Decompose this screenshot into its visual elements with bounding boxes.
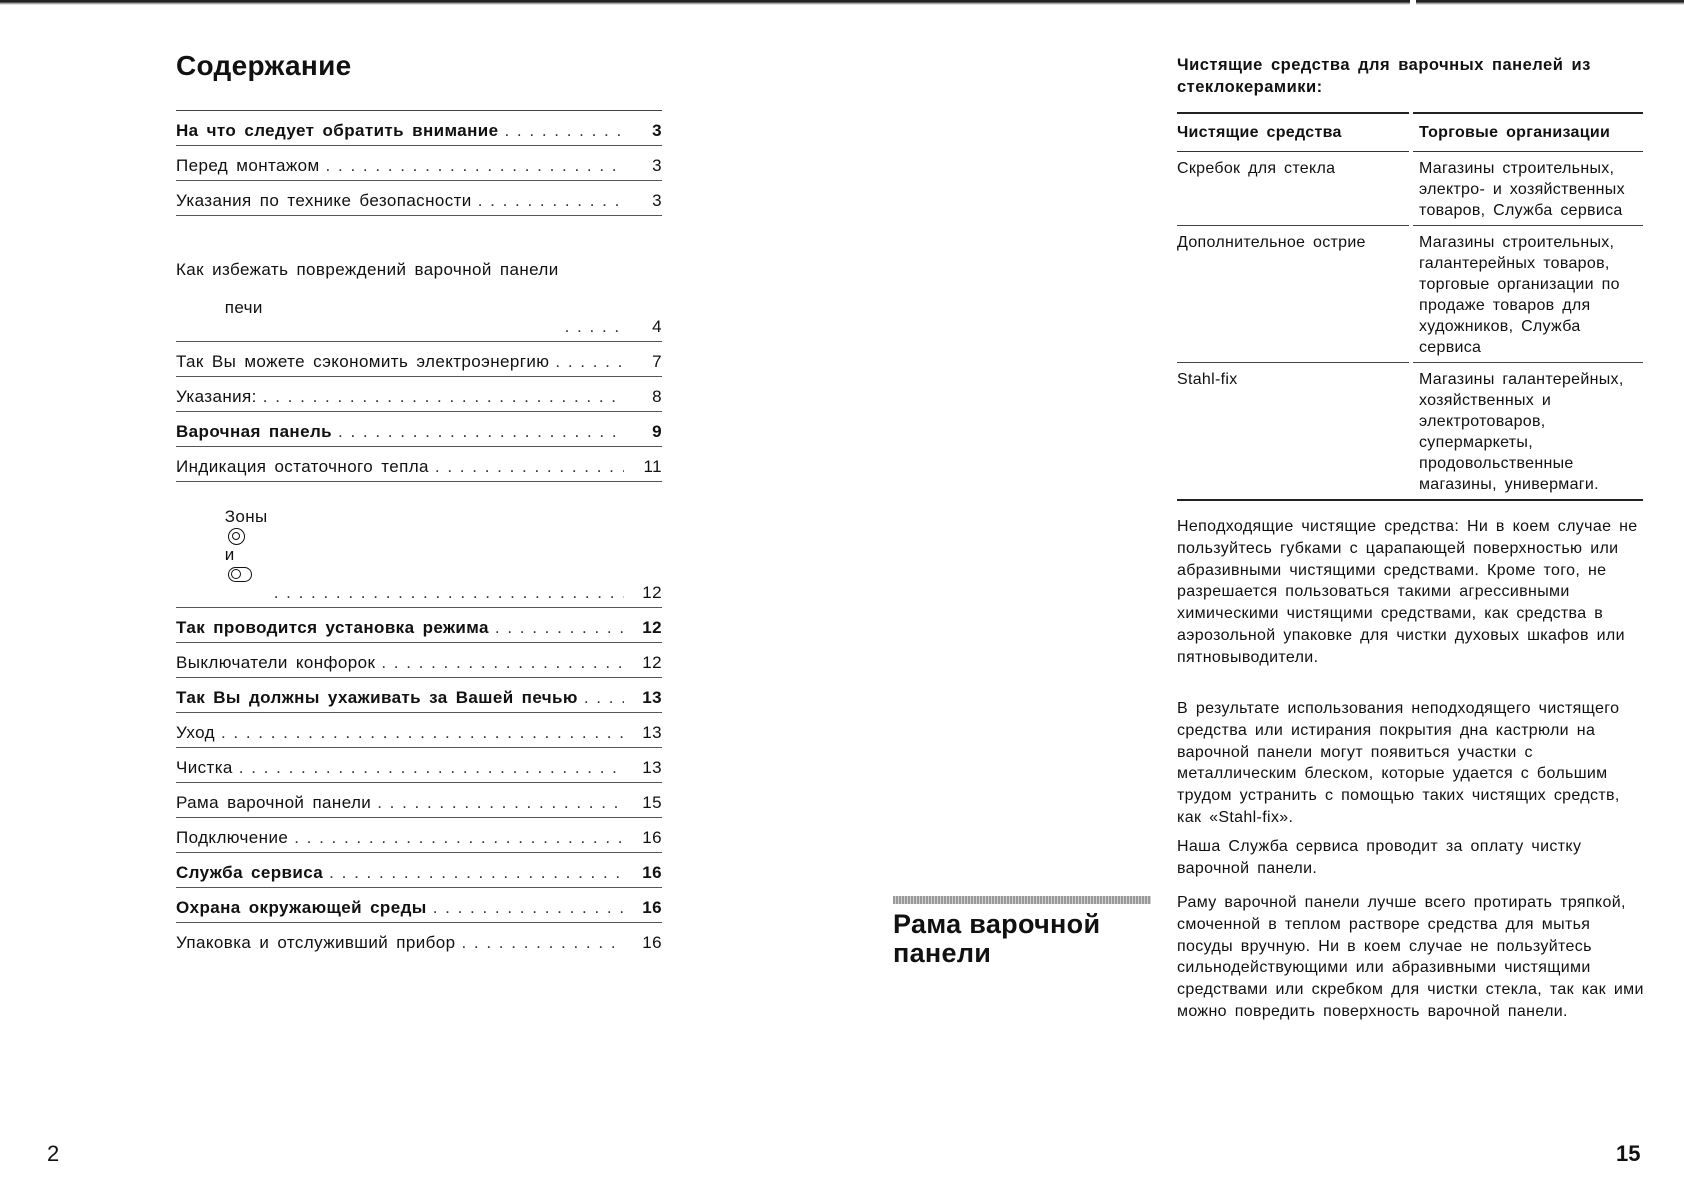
leader-dots bbox=[263, 387, 624, 406]
toc-entry-page: 13 bbox=[642, 758, 662, 778]
toc-entry-label: Охрана окружающей среды bbox=[176, 898, 427, 918]
toc-entry-page: 7 bbox=[652, 352, 662, 371]
leader-dots bbox=[221, 723, 624, 742]
leader-dots bbox=[584, 688, 624, 707]
toc-entry[interactable] bbox=[176, 643, 662, 678]
table-header-row bbox=[1177, 112, 1643, 152]
toc-entry[interactable] bbox=[176, 111, 662, 146]
leader-dots bbox=[274, 583, 624, 602]
toc-entry-label: Варочная панель bbox=[176, 422, 333, 441]
toc-entry-label: Указания по технике безопасности bbox=[176, 191, 472, 210]
toc-entry-label-prefix: Зоны bbox=[224, 507, 268, 526]
leader-dots bbox=[294, 828, 624, 847]
toc-entry[interactable] bbox=[176, 342, 662, 377]
leader-dots bbox=[495, 618, 624, 637]
toc-entry[interactable] bbox=[176, 713, 662, 748]
toc-entry-label-wrap bbox=[176, 488, 268, 602]
toc-entry[interactable] bbox=[176, 447, 662, 482]
toc-entry-label: Так Вы можете сэкономить электроэнергию bbox=[176, 352, 550, 371]
leader-dots bbox=[565, 317, 624, 336]
toc-entry-page: 3 bbox=[652, 191, 662, 210]
toc-entry[interactable] bbox=[176, 146, 662, 181]
table-of-contents bbox=[176, 110, 662, 957]
toc-entry-page: 11 bbox=[643, 457, 662, 476]
toc-entry-page: 13 bbox=[642, 723, 662, 743]
page-number-left: 2 bbox=[47, 1141, 60, 1166]
leader-dots bbox=[435, 457, 624, 476]
toc-entry-label-mid: и bbox=[224, 545, 235, 565]
toc-entry[interactable] bbox=[176, 482, 662, 608]
toc-entry-page: 15 bbox=[642, 793, 662, 813]
cell-shops: Магазины галантерейных, хозяйственных и электротоваров, супермаркеты, продовольственные магазины, универмаги. bbox=[1413, 363, 1643, 501]
toc-entry-label: Упаковка и отслуживший прибор bbox=[176, 933, 456, 953]
toc-title: Содержание bbox=[176, 50, 352, 81]
page-number-right: 15 bbox=[1616, 1141, 1641, 1166]
section-title-frame: Рама варочной панели bbox=[893, 909, 1101, 968]
scan-top-edge-line bbox=[0, 0, 1684, 5]
cleaning-agents-table bbox=[1177, 112, 1643, 501]
toc-entry-page: 16 bbox=[642, 898, 662, 918]
toc-entry-page: 8 bbox=[652, 387, 662, 406]
toc-entry-label: Чистка bbox=[176, 758, 233, 778]
oval-zone-icon bbox=[228, 567, 252, 582]
toc-entry[interactable] bbox=[176, 923, 662, 957]
toc-entry-page: 4 bbox=[652, 317, 662, 336]
table-row bbox=[1177, 226, 1643, 363]
leader-dots bbox=[478, 191, 624, 210]
column-header-shops: Торговые организации bbox=[1413, 112, 1643, 152]
toc-entry-page: 12 bbox=[642, 618, 662, 638]
toc-entry-page: 16 bbox=[642, 828, 662, 848]
toc-entry[interactable] bbox=[176, 216, 662, 342]
toc-entry[interactable] bbox=[176, 888, 662, 923]
leader-dots bbox=[433, 898, 624, 917]
toc-entry-label-line1: Как избежать повреждений варочной панели bbox=[176, 260, 559, 279]
leader-dots bbox=[381, 653, 624, 672]
cell-agent: Дополнительное острие bbox=[1177, 226, 1409, 363]
toc-entry[interactable] bbox=[176, 412, 662, 447]
toc-entry-page: 3 bbox=[652, 121, 662, 140]
toc-entry-label: печи bbox=[224, 298, 263, 317]
leader-dots bbox=[326, 156, 624, 175]
service-cleaning-paragraph: Наша Служба сервиса проводит за оплату чистку варочной панели. bbox=[1177, 838, 1582, 877]
toc-entry-label: Выключатели конфорок bbox=[176, 653, 376, 673]
toc-entry-label: Служба сервиса bbox=[176, 863, 324, 883]
toc-entry[interactable] bbox=[176, 678, 662, 713]
table-row bbox=[1177, 152, 1643, 226]
toc-entry-label: Так Вы должны ухаживать за Вашей печью bbox=[176, 688, 578, 708]
toc-entry[interactable] bbox=[176, 853, 662, 888]
leader-dots bbox=[329, 863, 624, 882]
toc-entry-label: На что следует обратить внимание bbox=[176, 121, 499, 140]
frame-cleaning-paragraph: Раму варочной панели лучше всего протирать тряпкой, смоченной в теплом растворе средства для мытья посуды вручную. Ни в коем случае не пользуйтесь сильнодействующими или абразивными чистящими средствами или скребком для чистки стекла, так как ими можно повредить поверхность варочной панели. bbox=[1177, 894, 1644, 1020]
leader-dots bbox=[338, 422, 624, 441]
cell-agent: Скребок для стекла bbox=[1177, 152, 1409, 226]
table-row bbox=[1177, 363, 1643, 501]
cell-shops: Магазины строительных, электро- и хозяйственных товаров, Служба сервиса bbox=[1413, 152, 1643, 226]
leader-dots bbox=[239, 758, 624, 777]
leader-dots bbox=[555, 352, 624, 371]
toc-entry-label: Уход bbox=[176, 723, 215, 743]
toc-entry[interactable] bbox=[176, 377, 662, 412]
leader-dots bbox=[377, 793, 624, 812]
toc-entry-label-wrap bbox=[176, 222, 559, 336]
toc-entry[interactable] bbox=[176, 783, 662, 818]
cell-agent: Stahl-fix bbox=[1177, 363, 1409, 501]
toc-entry-label: Указания: bbox=[176, 387, 257, 406]
toc-entry-page: 13 bbox=[642, 688, 662, 708]
toc-entry-page: 16 bbox=[642, 863, 662, 883]
section-divider-bar bbox=[893, 896, 1151, 904]
toc-entry-page: 3 bbox=[652, 156, 662, 175]
toc-entry-page: 9 bbox=[652, 422, 662, 441]
column-header-agents: Чистящие средства bbox=[1177, 112, 1409, 152]
toc-entry[interactable] bbox=[176, 748, 662, 783]
toc-entry[interactable] bbox=[176, 818, 662, 853]
leader-dots bbox=[461, 933, 624, 952]
toc-entry-label: Подключение bbox=[176, 828, 289, 848]
toc-entry[interactable] bbox=[176, 608, 662, 643]
metallic-sheen-paragraph: В результате использования неподходящего чистящего средства или истирания покрытия дна кастрюли на варочной панели могут появиться участки с металлическим блеском, которые удается с большим трудом устранить с помощью таких чистящих средств, как «Stahl-fix». bbox=[1177, 700, 1620, 826]
toc-entry-page: 12 bbox=[642, 653, 662, 673]
toc-entry-label: Индикация остаточного тепла bbox=[176, 457, 429, 476]
toc-entry-page: 16 bbox=[642, 933, 662, 953]
unsuitable-agents-paragraph: Неподходящие чистящие средства: Ни в коем случае не пользуйтесь губками с царапающей поверхностью или абразивными чистящими средствами. Кроме того, не разрешается пользоваться такими агрессивными химическими чистящими средствами, как средства в аэрозольной упаковке для чистки духовых шкафов или пятновыводители. bbox=[1177, 518, 1638, 666]
toc-entry-page: 12 bbox=[642, 583, 662, 603]
toc-entry-label: Так проводится установка режима bbox=[176, 618, 489, 638]
toc-entry-label: Рама варочной панели bbox=[176, 793, 372, 813]
cleaning-agents-heading: Чистящие средства для варочных панелей из стеклокерамики: bbox=[1177, 56, 1591, 96]
cell-shops: Магазины строительных, галантерейных товаров, торговые организации по продаже товаров для художников, Служба сервиса bbox=[1413, 226, 1643, 363]
toc-entry-label: Перед монтажом bbox=[176, 156, 320, 175]
leader-dots bbox=[504, 121, 624, 140]
double-circle-zone-icon bbox=[228, 528, 245, 545]
toc-entry[interactable] bbox=[176, 181, 662, 216]
